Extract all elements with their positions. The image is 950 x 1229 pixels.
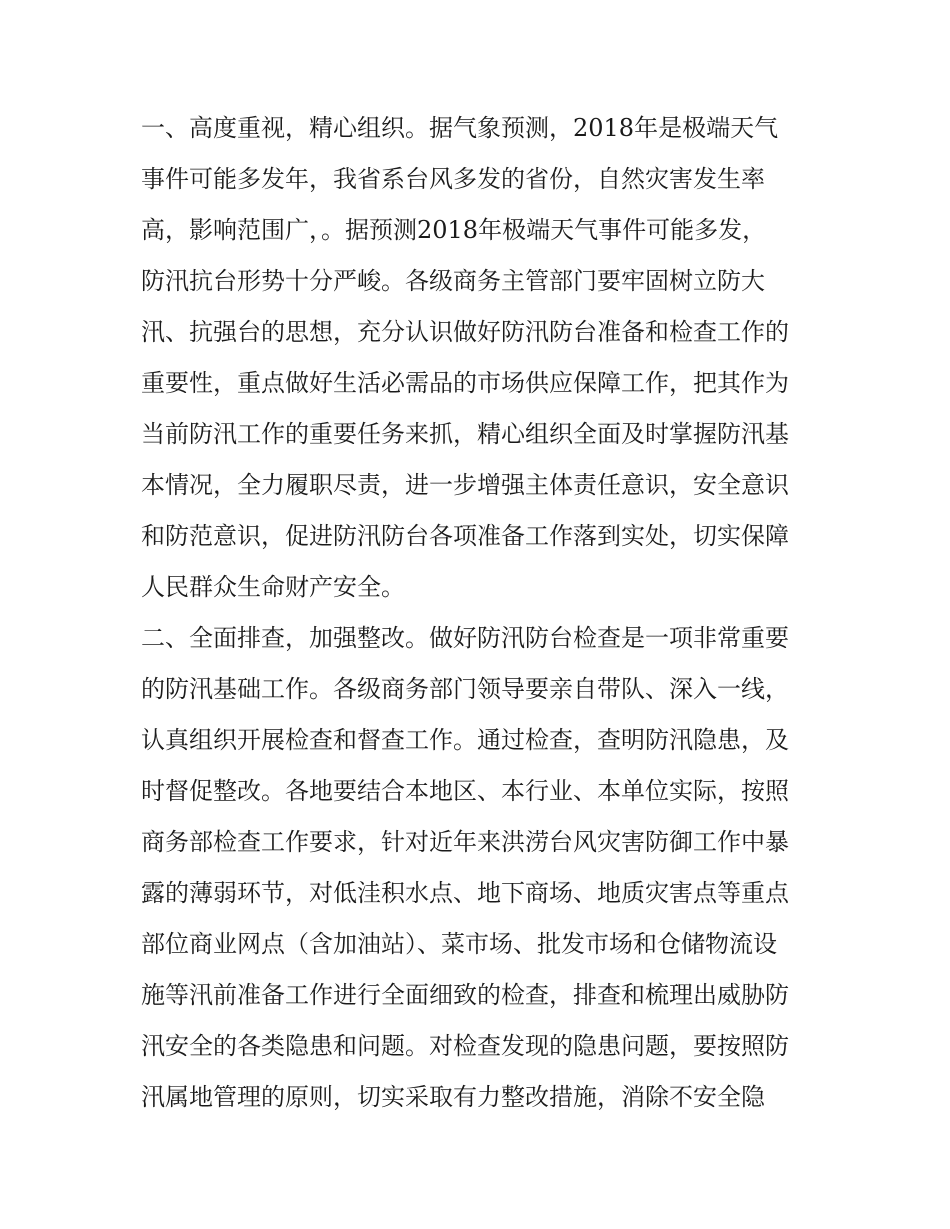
text-line: 防汛抗台形势十分严峻。各级商务主管部门要牢固树立防大: [141, 267, 765, 295]
text-line: 人民群众生命财产安全。: [141, 573, 405, 601]
text-line: 汛属地管理的原则，切实采取有力整改措施，消除不安全隐: [141, 1083, 765, 1111]
text-line: 事件可能多发年，我省系台风多发的省份，自然灾害发生率: [141, 165, 765, 193]
text-line: 本情况，全力履职尽责，进一步增强主体责任意识，安全意识: [141, 471, 789, 499]
text-line: 和防范意识，促进防汛防台各项准备工作落到实处，切实保障: [141, 522, 789, 550]
text-line: 当前防汛工作的重要任务来抓，精心组织全面及时掌握防汛基: [141, 420, 789, 448]
text-line: 部位商业网点（含加油站）、菜市场、批发市场和仓储物流设: [141, 930, 777, 958]
text-line: 施等汛前准备工作进行全面细致的检查，排查和梳理出威胁防: [141, 981, 789, 1009]
text-line: 高，影响范围广，。据预测2018年极端天气事件可能多发，: [141, 216, 767, 244]
text-line: 汛、抗强台的思想，充分认识做好防汛防台准备和检查工作的: [141, 318, 789, 346]
text-line: 时督促整改。各地要结合本地区、本行业、本单位实际，按照: [141, 777, 789, 805]
text-line: 的防汛基础工作。各级商务部门领导要亲自带队、深入一线，: [141, 675, 789, 703]
text-line: 重要性，重点做好生活必需品的市场供应保障工作，把其作为: [141, 369, 789, 397]
text-line: 商务部检查工作要求，针对近年来洪涝台风灾害防御工作中暴: [141, 828, 789, 856]
text-line: 二、全面排查，加强整改。做好防汛防台检查是一项非常重要: [141, 624, 789, 652]
text-line: 汛安全的各类隐患和问题。对检查发现的隐患问题，要按照防: [141, 1032, 789, 1060]
text-line: 一、高度重视，精心组织。据气象预测，2018年是极端天气: [141, 114, 779, 142]
text-line: 认真组织开展检查和督查工作。通过检查，查明防汛隐患，及: [141, 726, 789, 754]
text-line: 露的薄弱环节，对低洼积水点、地下商场、地质灾害点等重点: [141, 879, 789, 907]
